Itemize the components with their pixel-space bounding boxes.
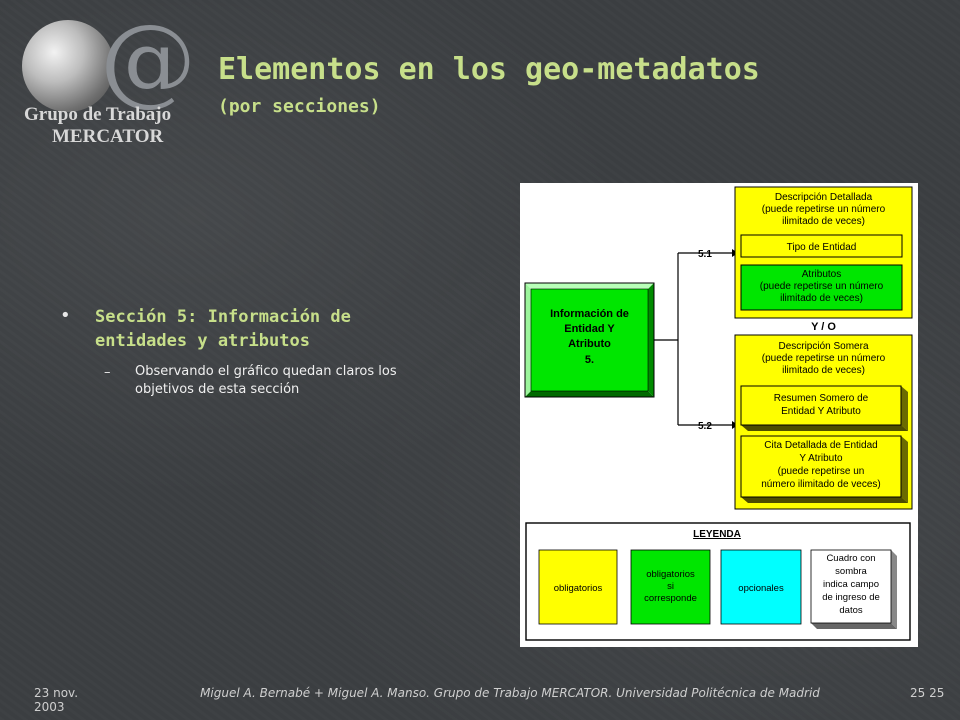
detallada-line2: (puede repetirse un número: [761, 204, 886, 215]
legend-obligatorios: obligatorios: [553, 583, 603, 594]
diagram-svg: [520, 183, 918, 647]
y-o-label: Y / O: [811, 321, 836, 333]
legend-title: LEYENDA: [693, 529, 741, 540]
cita-line3: (puede repetirse un: [777, 466, 865, 477]
legend-sombra-line5: datos: [839, 605, 863, 616]
slide-subtitle: (por secciones): [218, 96, 381, 117]
branch-label-5-1: 5.1: [698, 249, 712, 260]
legend: [526, 523, 910, 640]
main-box: [525, 283, 654, 397]
cita-line2: Y Atributo: [799, 453, 843, 464]
atributos-line1: Atributos: [801, 269, 842, 280]
resumen-line1: Resumen Somero de: [773, 393, 869, 404]
branch-label-5-2: 5.2: [698, 421, 712, 432]
legend-sombra-line3: indica campo: [823, 579, 879, 590]
cita-line1: Cita Detallada de Entidad: [764, 440, 878, 451]
bullet-marker: •: [60, 305, 71, 326]
bullet-text: Sección 5: Información de entidades y atributos: [95, 307, 351, 351]
detallada-line3: ilimitado de veces): [782, 216, 865, 227]
at-symbol-icon: @: [100, 4, 196, 116]
footer-page-number: 25 25: [910, 686, 945, 700]
sub-bullet-marker: –: [104, 365, 111, 380]
somera-line2: (puede repetirse un número: [761, 353, 886, 364]
footer-author: Miguel A. Bernabé + Miguel A. Manso. Grupo de Trabajo MERCATOR. Universidad Politécnica de Madrid: [200, 686, 820, 700]
legend-obligatorios-si-line2: si: [667, 581, 674, 592]
legend-obligatorios-si-line3: corresponde: [644, 593, 697, 604]
legend-sombra-line1: Cuadro con: [826, 553, 876, 564]
legend-sombra-line4: de ingreso de: [822, 592, 880, 603]
legend-opcionales: opcionales: [738, 583, 784, 594]
logo-text-line1: Grupo de Trabajo: [24, 104, 172, 125]
somera-line3: ilimitado de veces): [782, 365, 865, 376]
main-box-line1: Información de: [550, 308, 629, 320]
logo-text-line2: MERCATOR: [52, 126, 164, 147]
connector-lines: [654, 253, 732, 425]
atributos-line2: (puede repetirse un número: [759, 281, 884, 292]
slide-title: Elementos en los geo-metadatos: [218, 52, 760, 87]
main-box-line3: Atributo: [568, 338, 611, 350]
somera-line1: Descripción Somera: [778, 341, 869, 352]
metadata-diagram: [520, 183, 918, 647]
tipo-entidad-label: Tipo de Entidad: [786, 242, 857, 253]
mercator-logo: [14, 4, 196, 152]
atributos-line3: ilimitado de veces): [780, 293, 863, 304]
detallada-line1: Descripción Detallada: [774, 192, 873, 203]
legend-obligatorios-si-line1: obligatorios: [646, 569, 695, 580]
main-box-line4: 5.: [584, 354, 595, 366]
sub-bullet-text: Observando el gráfico quedan claros los objetivos de esta sección: [135, 364, 397, 397]
cita-line4: número ilimitado de veces): [761, 479, 881, 490]
main-box-line2: Entidad Y: [564, 323, 615, 335]
box-descripcion-somera: [735, 335, 912, 509]
resumen-line2: Entidad Y Atributo: [781, 406, 861, 417]
footer-date: 23 nov. 2003: [34, 686, 79, 714]
box-descripcion-detallada: [735, 187, 912, 318]
legend-sombra-line2: sombra: [835, 566, 867, 577]
